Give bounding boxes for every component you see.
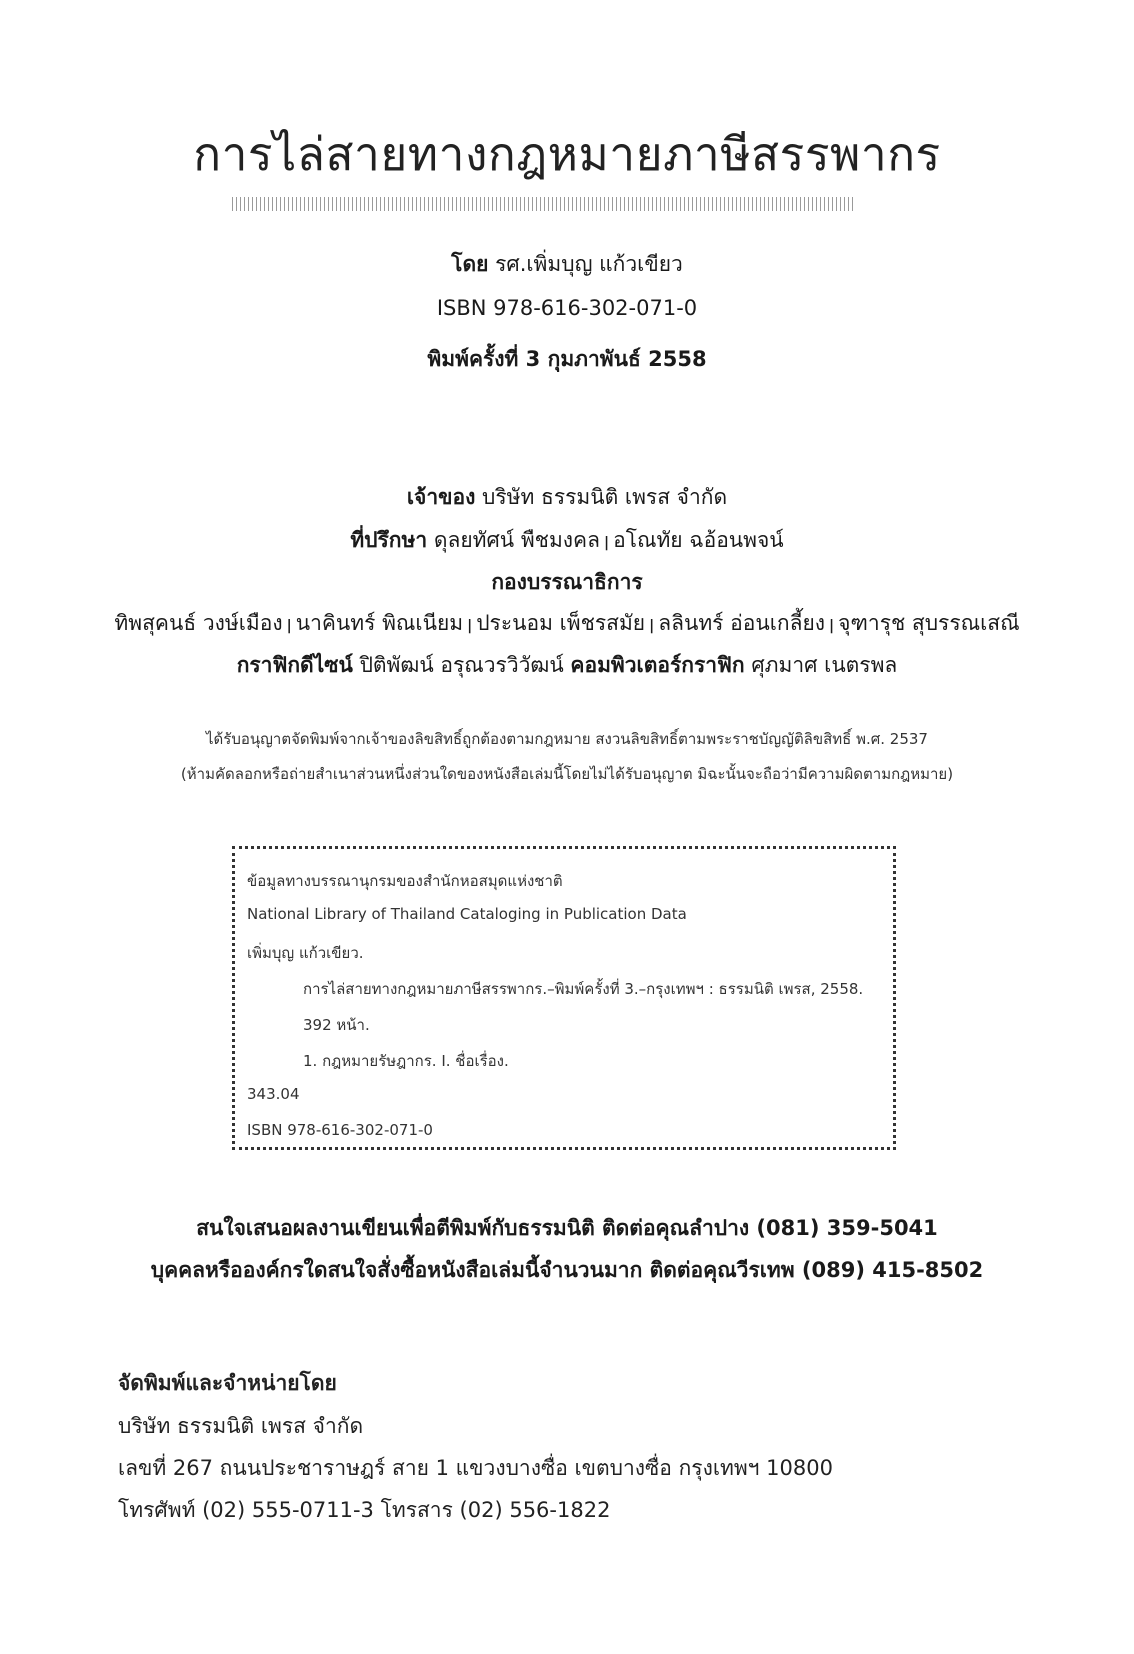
owner-value: บริษัท ธรรมนิติ เพรส จำกัด	[482, 485, 728, 509]
owner-label: เจ้าของ	[406, 485, 476, 509]
cip-title: การไล่สายทางกฎหมายภาษีสรรพากร.–พิมพ์ครั้งที่ 3.–กรุงเทพฯ : ธรรมนิติ เพรส, 2558.	[303, 980, 864, 998]
separator: |	[603, 535, 610, 551]
publisher-address: เลขที่ 267 ถนนประชาราษฎร์ สาย 1 แขวงบางซื่อ เขตบางซื่อ กรุงเทพฯ 10800	[118, 1456, 833, 1480]
separator: |	[649, 618, 655, 634]
separator: |	[829, 618, 835, 634]
contact-bulk-order: บุคคลหรือองค์กรใดสนใจสั่งซื้อหนังสือเล่มนี้จำนวนมาก ติดต่อคุณวีรเทพ (089) 415-8502	[150, 1258, 984, 1282]
computer-graphic-label: คอมพิวเตอร์กราฟิก	[570, 653, 745, 677]
publisher-phone: โทรศัพท์ (02) 555-0711-3 โทรสาร (02) 556-1822	[118, 1498, 611, 1522]
cip-isbn: ISBN 978-616-302-071-0	[247, 1121, 433, 1139]
contact-submission: สนใจเสนอผลงานเขียนเพื่อตีพิมพ์กับธรรมนิติ ติดต่อคุณลำปาง (081) 359-5041	[196, 1216, 938, 1240]
cip-pages: 392 หน้า.	[303, 1016, 370, 1034]
advisors-line	[0, 524, 1134, 557]
publisher-name: บริษัท ธรรมนิติ เพรส จำกัด	[118, 1414, 364, 1438]
computer-graphic-name: ศุภมาศ เนตรพล	[751, 653, 898, 677]
author-name: รศ.เพิ่มบุญ แก้วเขียว	[495, 252, 683, 276]
cip-subjects: 1. กฎหมายรัษฎากร. I. ชื่อเรื่อง.	[303, 1052, 509, 1070]
book-title: การไล่สายทางกฎหมายภาษีสรรพากร	[193, 127, 941, 181]
editor-name: นาคินทร์ พิณเนียม	[295, 611, 464, 635]
owner-line	[0, 481, 1134, 514]
cip-heading-en: National Library of Thailand Cataloging in Publication Data	[247, 905, 687, 923]
design-credits	[0, 649, 1134, 682]
publisher-heading: จัดพิมพ์และจำหน่ายโดย	[118, 1371, 337, 1395]
title-divider	[232, 197, 856, 211]
author-line	[0, 248, 1134, 281]
editorial-names	[0, 607, 1134, 640]
copyright-notice: ได้รับอนุญาตจัดพิมพ์จากเจ้าของลิขสิทธิ์ถูกต้องตามกฎหมาย สงวนลิขสิทธิ์ตามพระราชบัญญัติลิขสิทธิ์ พ.ศ. 2537	[206, 730, 928, 748]
author-label: โดย	[451, 252, 489, 276]
edition-line: พิมพ์ครั้งที่ 3 กุมภาพันธ์ 2558	[427, 347, 707, 371]
editorial-heading: กองบรรณาธิการ	[491, 570, 643, 594]
editor-name: จุฑารุช สุบรรณเสณี	[838, 611, 1020, 635]
cip-box	[232, 846, 896, 1150]
graphic-design-name: ปิติพัฒน์ อรุณวรวิวัฒน์	[359, 653, 564, 677]
editor-name: ลลินทร์ อ่อนเกลี้ยง	[658, 611, 826, 635]
separator: |	[467, 618, 473, 634]
editor-name: ประนอม เพ็ชรสมัย	[476, 611, 646, 635]
separator: |	[286, 618, 292, 634]
advisor-name: อโณทัย ฉอ้อนพจน์	[613, 528, 784, 552]
advisors-label: ที่ปรึกษา	[350, 528, 428, 552]
graphic-design-label: กราฟิกดีไซน์	[236, 653, 353, 677]
editor-name: ทิพสุคนธ์ วงษ์เมือง	[114, 611, 283, 635]
isbn-line: ISBN 978-616-302-071-0	[436, 296, 698, 320]
cip-classification: 343.04	[247, 1085, 300, 1103]
advisor-name: ดุลยทัศน์ พืชมงคล	[433, 528, 600, 552]
cip-heading-th: ข้อมูลทางบรรณานุกรมของสำนักหอสมุดแห่งชาติ	[247, 872, 563, 890]
copyright-warning: (ห้ามคัดลอกหรือถ่ายสำเนาส่วนหนึ่งส่วนใดของหนังสือเล่มนี้โดยไม่ได้รับอนุญาต มิฉะนั้นจะถือว่ามีความผิดตามกฎหมาย)	[180, 765, 954, 783]
cip-author: เพิ่มบุญ แก้วเขียว.	[247, 944, 364, 962]
